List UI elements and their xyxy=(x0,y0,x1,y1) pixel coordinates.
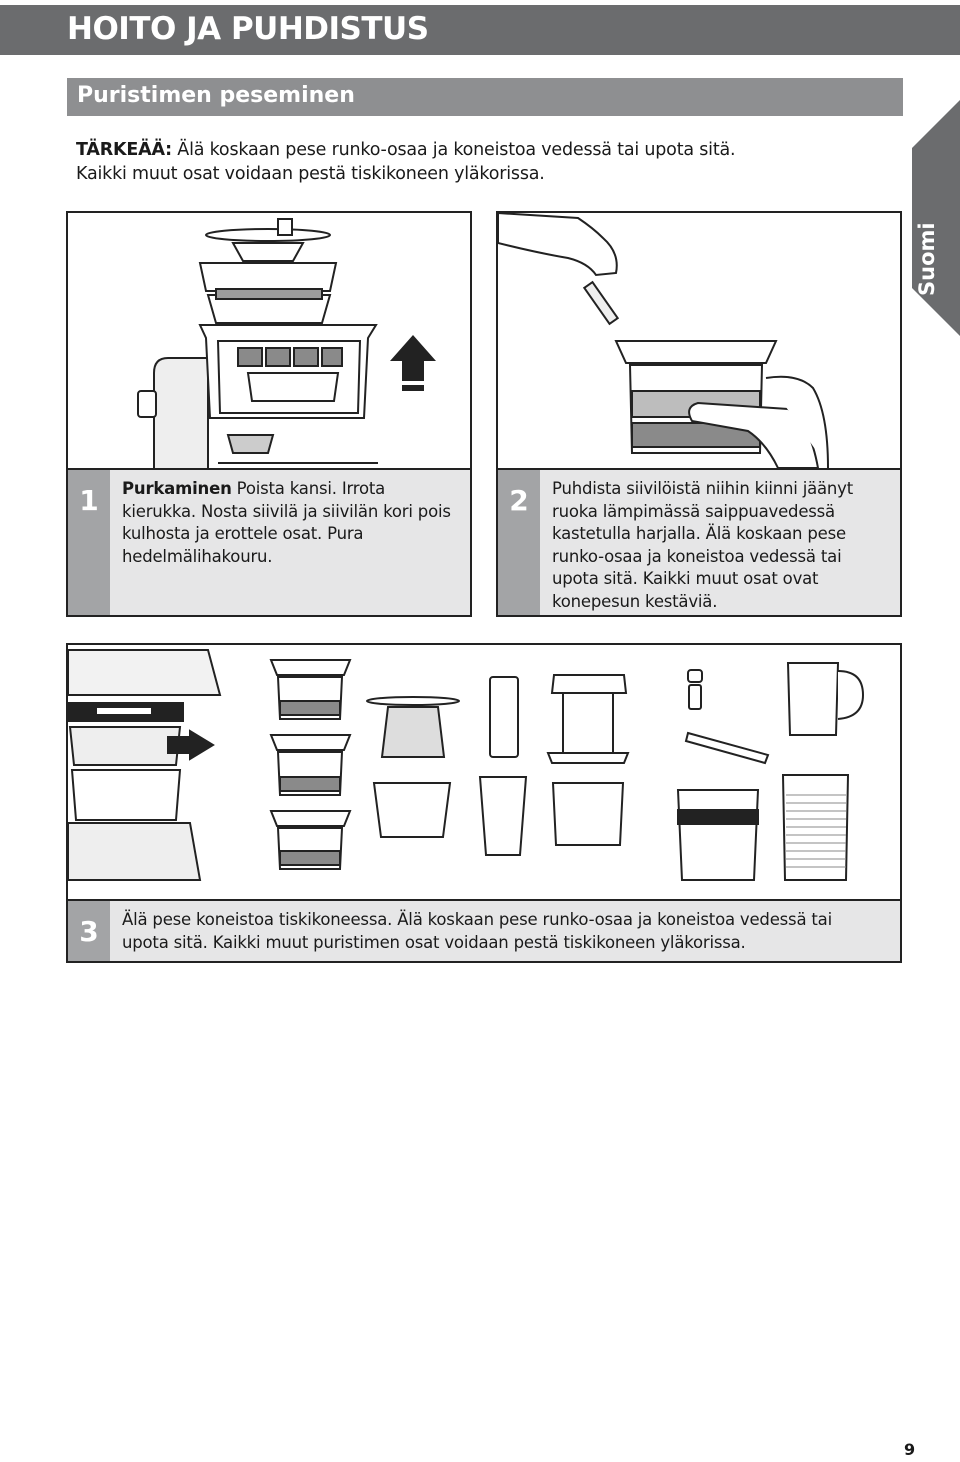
step-2-number: 2 xyxy=(498,470,540,615)
step-1-body: Poista kansi. Irrota kierukka. Nosta siivilä ja siivilän kori pois kulhosta ja erottele osat. Pura hedelmälihakouru. xyxy=(122,479,451,566)
step-1-caption xyxy=(68,468,470,615)
page-header xyxy=(0,5,960,55)
step-3-caption xyxy=(68,899,900,961)
step-3-number: 3 xyxy=(68,901,110,961)
step-2-caption xyxy=(498,468,900,615)
step-2-panel xyxy=(496,211,902,617)
step-3-panel xyxy=(66,643,902,963)
step-1-number: 1 xyxy=(68,470,110,615)
step-1-title: Purkaminen xyxy=(122,479,232,498)
important-line-1: Älä koskaan pese runko-osaa ja koneistoa vedessä tai upota sitä. xyxy=(171,140,736,160)
section-title: Puristimen peseminen xyxy=(77,83,355,108)
page-number: 9 xyxy=(904,1440,916,1459)
important-note xyxy=(76,138,896,186)
step-3-text: Älä pese koneistoa tiskikoneessa. Älä koskaan pese runko-osaa ja koneistoa vedessä tai upota sitä. Kaikki muut puristimen osat voidaan pestä tiskikoneen yläkorissa. xyxy=(122,910,832,952)
important-line-2: Kaikki muut osat voidaan pestä tiskikoneen yläkorissa. xyxy=(76,164,545,184)
language-tab-label: Suomi xyxy=(915,222,939,296)
dishwasher-parts-illustration xyxy=(68,645,899,900)
language-tab xyxy=(912,100,960,336)
important-label: TÄRKEÄÄ: xyxy=(76,140,172,160)
step-1-text xyxy=(122,478,462,568)
section-header xyxy=(67,78,903,116)
juicer-disassembly-illustration xyxy=(68,213,469,469)
page-title: HOITO JA PUHDISTUS xyxy=(67,11,429,47)
step-2-text: Puhdista siivilöistä niihin kiinni jäänyt ruoka lämpimässä saippuavedessä kastetulla harjalla. Älä koskaan pese runko-osaa ja koneistoa vedessä tai upota sitä. Kaikki muut osat ovat konepesun kestäviä. xyxy=(552,479,853,611)
step-1-panel xyxy=(66,211,472,617)
brush-cleaning-illustration xyxy=(498,213,899,469)
language-tab-shape xyxy=(912,100,960,336)
